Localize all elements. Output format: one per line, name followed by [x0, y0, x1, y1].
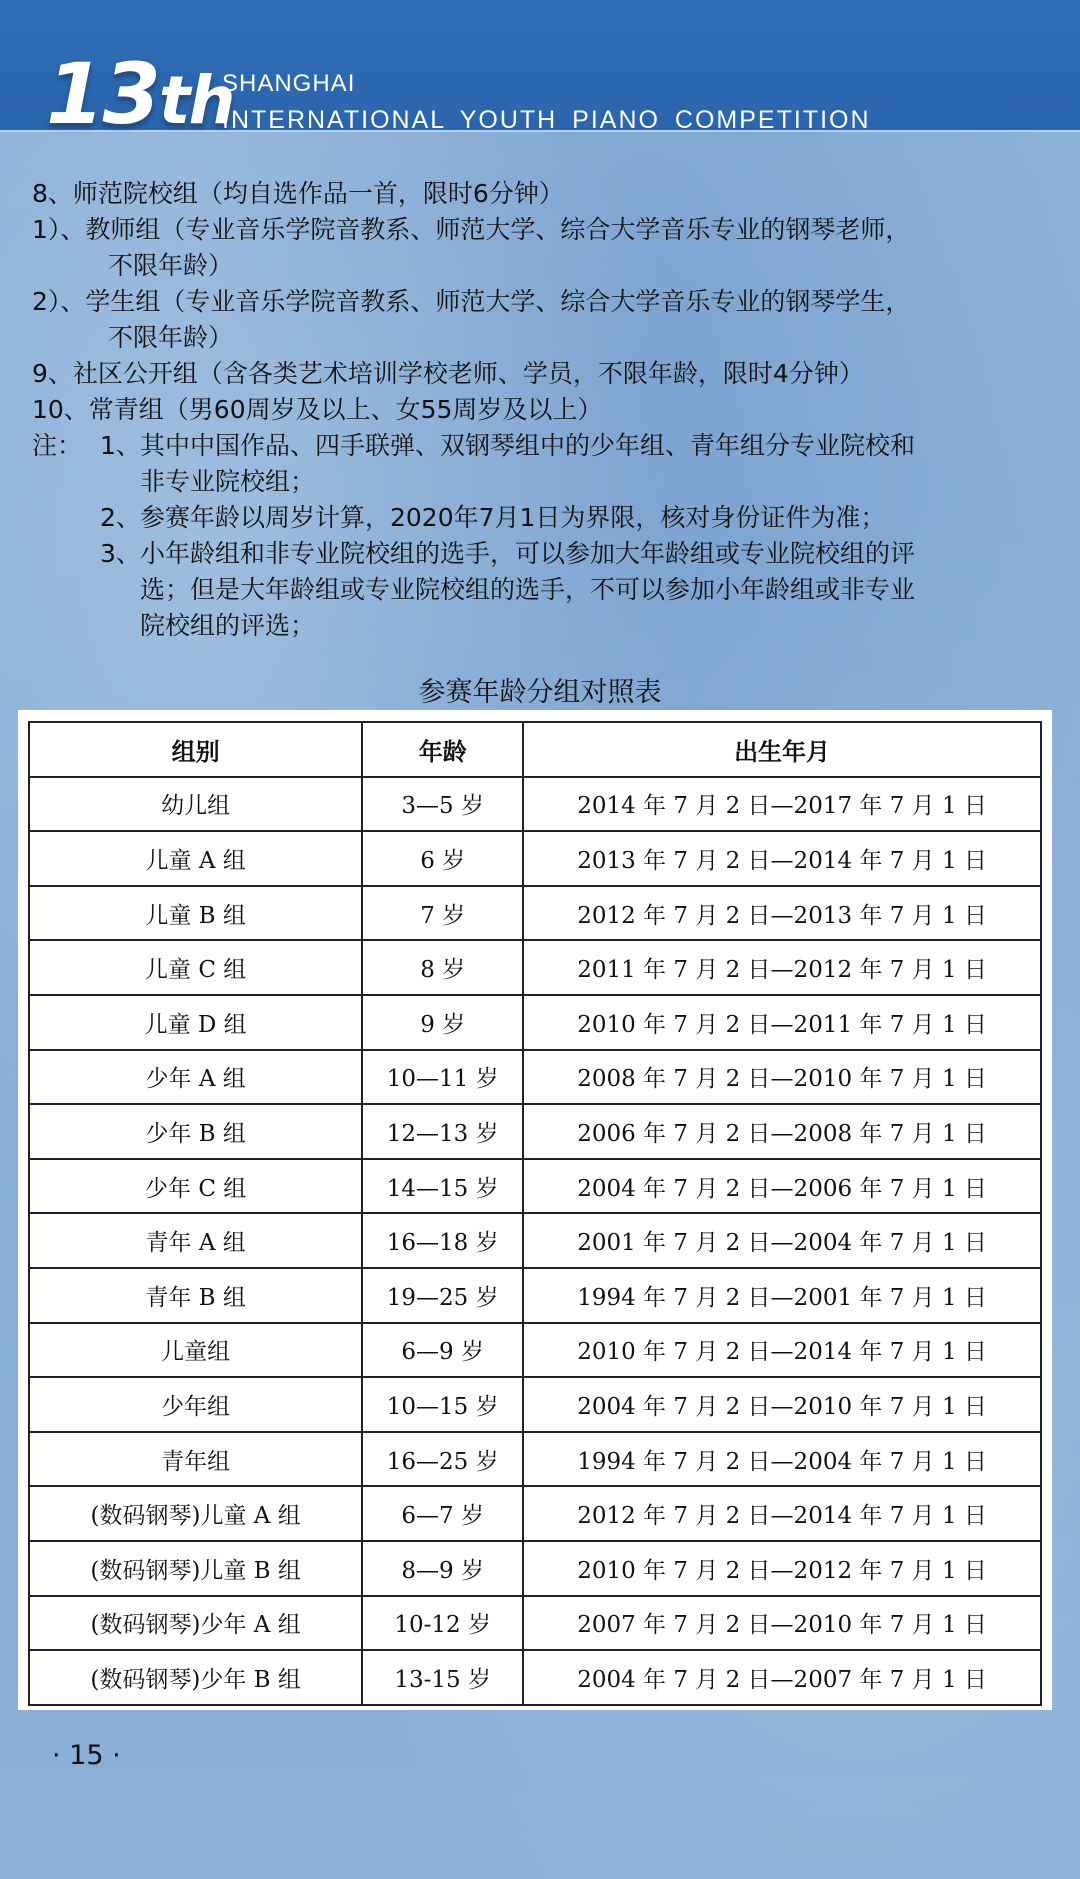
- table-body: [29, 777, 1041, 1705]
- table-row: [29, 1541, 1041, 1596]
- table-row: [29, 831, 1041, 886]
- cell-age: 9 岁: [362, 995, 523, 1050]
- cell-group: 儿童 C 组: [29, 940, 362, 995]
- age-group-table-panel: [18, 710, 1052, 1710]
- table-row: [29, 1650, 1041, 1705]
- note-item: [100, 428, 915, 464]
- cell-group: 幼儿组: [29, 777, 362, 832]
- table-row: [29, 886, 1041, 941]
- note-text: 参赛年龄以周岁计算，2020年7月1日为界限，核对身份证件为准；: [140, 503, 886, 532]
- header-city: SHANGHAI: [222, 70, 356, 97]
- cell-age: 6—7 岁: [362, 1486, 523, 1541]
- cell-age: 14—15 岁: [362, 1159, 523, 1214]
- cell-group: 少年组: [29, 1377, 362, 1432]
- cell-birth-date: 2011 年 7 月 2 日—2012 年 7 月 1 日: [523, 940, 1041, 995]
- cell-age: 16—18 岁: [362, 1213, 523, 1268]
- rule-line: 不限年龄）: [108, 323, 234, 352]
- cell-age: 10—11 岁: [362, 1050, 523, 1105]
- cell-age: 16—25 岁: [362, 1432, 523, 1487]
- cell-birth-date: 1994 年 7 月 2 日—2001 年 7 月 1 日: [523, 1268, 1041, 1323]
- note-text: 其中中国作品、四手联弹、双钢琴组中的少年组、青年组分专业院校和: [140, 431, 916, 460]
- rule-line: 2）、学生组（专业音乐学院音教系、师范大学、综合大学音乐专业的钢琴学生，: [32, 287, 911, 316]
- table-header-row: [29, 722, 1041, 777]
- cell-age: 7 岁: [362, 886, 523, 941]
- cell-group: 少年 A 组: [29, 1050, 362, 1105]
- cell-age: 3—5 岁: [362, 777, 523, 832]
- cell-birth-date: 2014 年 7 月 2 日—2017 年 7 月 1 日: [523, 777, 1041, 832]
- cell-group: 儿童 A 组: [29, 831, 362, 886]
- page-number: · 15 ·: [52, 1740, 121, 1771]
- table-row: [29, 1432, 1041, 1487]
- cell-age: 6—9 岁: [362, 1323, 523, 1378]
- rule-line: 8、师范院校组（均自选作品一首，限时6分钟）: [32, 179, 564, 208]
- table-row: [29, 777, 1041, 832]
- notes-label: 注：: [32, 431, 83, 460]
- rule-line: 10、常青组（男60周岁及以上、女55周岁及以上）: [32, 395, 603, 424]
- cell-age: 12—13 岁: [362, 1104, 523, 1159]
- cell-group: 儿童 B 组: [29, 886, 362, 941]
- cell-birth-date: 1994 年 7 月 2 日—2004 年 7 月 1 日: [523, 1432, 1041, 1487]
- table-row: [29, 1104, 1041, 1159]
- cell-group: 少年 C 组: [29, 1159, 362, 1214]
- cell-birth-date: 2010 年 7 月 2 日—2011 年 7 月 1 日: [523, 995, 1041, 1050]
- note-text: 非专业院校组；: [140, 467, 316, 496]
- cell-group: (数码钢琴)儿童 A 组: [29, 1486, 362, 1541]
- cell-group: 儿童组: [29, 1323, 362, 1378]
- cell-age: 13-15 岁: [362, 1650, 523, 1705]
- age-group-table: [28, 721, 1042, 1706]
- cell-birth-date: 2004 年 7 月 2 日—2006 年 7 月 1 日: [523, 1159, 1041, 1214]
- cell-birth-date: 2010 年 7 月 2 日—2012 年 7 月 1 日: [523, 1541, 1041, 1596]
- cell-age: 6 岁: [362, 831, 523, 886]
- competition-logo: [46, 45, 234, 143]
- cell-group: 儿童 D 组: [29, 995, 362, 1050]
- cell-birth-date: 2012 年 7 月 2 日—2014 年 7 月 1 日: [523, 1486, 1041, 1541]
- note-number: 2、: [100, 503, 141, 532]
- rule-line: 9、社区公开组（含各类艺术培训学校老师、学员，不限年龄，限时4分钟）: [32, 359, 864, 388]
- cell-group: 青年 A 组: [29, 1213, 362, 1268]
- cell-group: 青年组: [29, 1432, 362, 1487]
- cell-birth-date: 2012 年 7 月 2 日—2013 年 7 月 1 日: [523, 886, 1041, 941]
- cell-age: 8 岁: [362, 940, 523, 995]
- cell-age: 8—9 岁: [362, 1541, 523, 1596]
- cell-group: 青年 B 组: [29, 1268, 362, 1323]
- cell-group: (数码钢琴)儿童 B 组: [29, 1541, 362, 1596]
- note-item: [32, 536, 1052, 572]
- table-row: [29, 1050, 1041, 1105]
- column-header-birth-date: 出生年月: [523, 722, 1041, 777]
- note-item: [32, 500, 1052, 536]
- cell-group: (数码钢琴)少年 A 组: [29, 1596, 362, 1651]
- header-competition-name: INTERNATIONAL YOUTH PIANO COMPETITION: [222, 106, 871, 134]
- rules-text: [32, 176, 1052, 644]
- cell-age: 10-12 岁: [362, 1596, 523, 1651]
- logo-suffix: th: [158, 62, 234, 139]
- cell-age: 10—15 岁: [362, 1377, 523, 1432]
- cell-birth-date: 2004 年 7 月 2 日—2007 年 7 月 1 日: [523, 1650, 1041, 1705]
- cell-birth-date: 2007 年 7 月 2 日—2010 年 7 月 1 日: [523, 1596, 1041, 1651]
- note-text: 院校组的评选；: [140, 611, 316, 640]
- cell-birth-date: 2010 年 7 月 2 日—2014 年 7 月 1 日: [523, 1323, 1041, 1378]
- table-row: [29, 1159, 1041, 1214]
- cell-birth-date: 2001 年 7 月 2 日—2004 年 7 月 1 日: [523, 1213, 1041, 1268]
- note-text: 小年龄组和非专业院校组的选手，可以参加大年龄组或专业院校组的评: [140, 539, 916, 568]
- rule-line: 1）、教师组（专业音乐学院音教系、师范大学、综合大学音乐专业的钢琴老师，: [32, 215, 911, 244]
- note-text: 选；但是大年龄组或专业院校组的选手，不可以参加小年龄组或非专业: [140, 575, 916, 604]
- table-title: 参赛年龄分组对照表: [418, 677, 662, 708]
- table-row: [29, 1377, 1041, 1432]
- column-header-age: 年龄: [362, 722, 523, 777]
- column-header-group: 组别: [29, 722, 362, 777]
- table-row: [29, 1268, 1041, 1323]
- table-row: [29, 1596, 1041, 1651]
- table-row: [29, 1213, 1041, 1268]
- rule-line: 不限年龄）: [108, 251, 234, 280]
- cell-group: (数码钢琴)少年 B 组: [29, 1650, 362, 1705]
- cell-birth-date: 2004 年 7 月 2 日—2010 年 7 月 1 日: [523, 1377, 1041, 1432]
- cell-birth-date: 2008 年 7 月 2 日—2010 年 7 月 1 日: [523, 1050, 1041, 1105]
- cell-birth-date: 2013 年 7 月 2 日—2014 年 7 月 1 日: [523, 831, 1041, 886]
- table-row: [29, 995, 1041, 1050]
- table-row: [29, 1486, 1041, 1541]
- cell-age: 19—25 岁: [362, 1268, 523, 1323]
- table-row: [29, 1323, 1041, 1378]
- note-number: 3、: [100, 539, 141, 568]
- logo-number: 13: [46, 45, 159, 143]
- cell-group: 少年 B 组: [29, 1104, 362, 1159]
- cell-birth-date: 2006 年 7 月 2 日—2008 年 7 月 1 日: [523, 1104, 1041, 1159]
- table-row: [29, 940, 1041, 995]
- note-number: 1、: [100, 431, 141, 460]
- notes-block: [32, 428, 1052, 500]
